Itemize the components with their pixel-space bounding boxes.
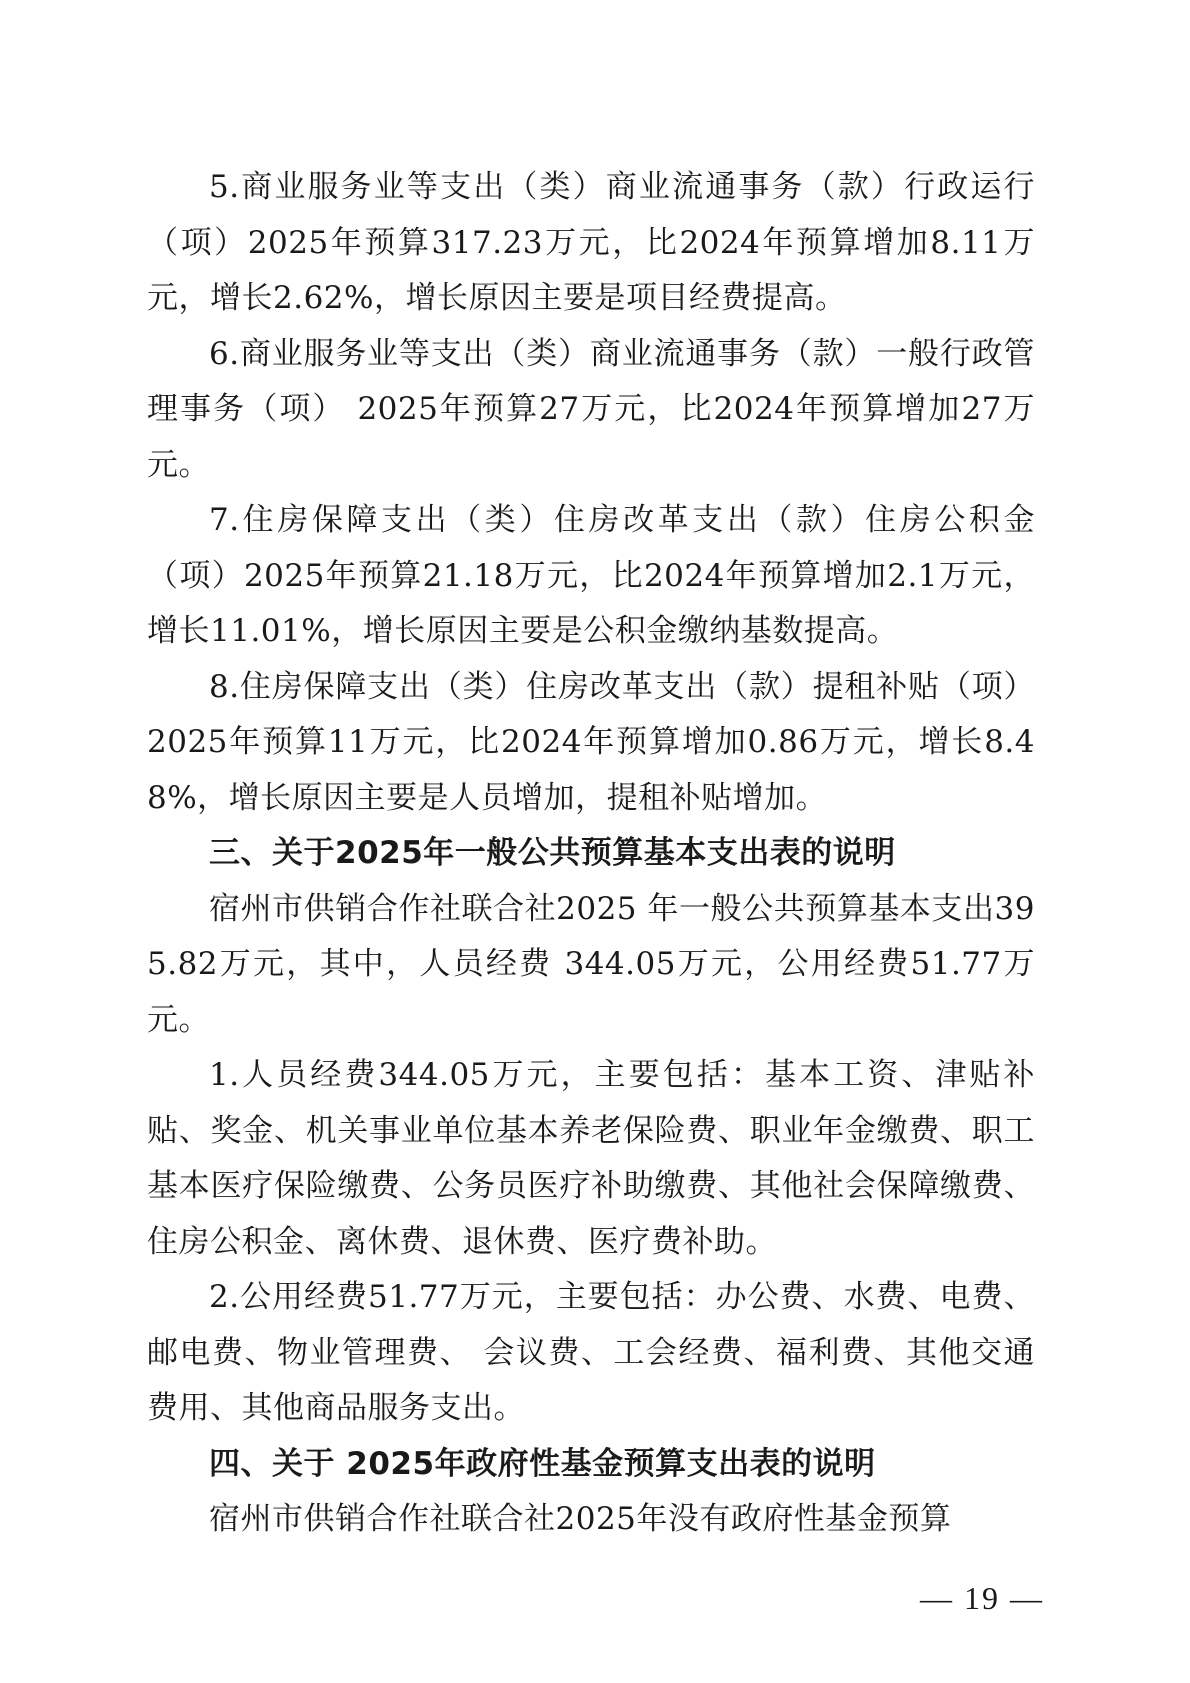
paragraph-item-5: 5.商业服务业等支出（类）商业流通事务（款）行政运行（项）2025年预算317.23万元，比2024年预算增加8.11万元，增长2.62%，增长原因主要是项目经费提高。 — [147, 169, 1035, 316]
section-3-item-2: 2.公用经费51.77万元，主要包括：办公费、水费、电费、邮电费、物业管理费、 会议费、工会经费、福利费、其他交通费用、其他商品服务支出。 — [147, 1279, 1035, 1426]
document-body — [147, 160, 1035, 1548]
section-3-heading: 三、关于2025年一般公共预算基本支出表的说明 — [209, 835, 896, 871]
section-3-intro: 宿州市供销合作社联合社2025 年一般公共预算基本支出395.82万元，其中，人员经费 344.05万元，公用经费51.77万元。 — [147, 890, 1035, 1038]
section-4-heading: 四、关于 2025年政府性基金预算支出表的说明 — [209, 1445, 876, 1482]
paragraph-item-8: 8.住房保障支出（类）住房改革支出（款）提租补贴（项）2025年预算11万元，比2024年预算增加0.86万元，增长8.48%，增长原因主要是人员增加，提租补贴增加。 — [147, 668, 1035, 816]
page-number: — 19 — — [920, 1580, 1044, 1616]
paragraph-item-7: 7.住房保障支出（类）住房改革支出（款）住房公积金（项）2025年预算21.18万元，比2024年预算增加2.1万元，增长11.01%，增长原因主要是公积金缴纳基数提高。 — [147, 502, 1035, 649]
section-4-intro: 宿州市供销合作社联合社2025年没有政府性基金预算 — [209, 1501, 952, 1537]
section-3-item-1: 1.人员经费344.05万元，主要包括：基本工资、津贴补贴、奖金、机关事业单位基本养老保险费、职业年金缴费、职工基本医疗保险缴费、公务员医疗补助缴费、其他社会保障缴费、住房公积金、离休费、退休费、医疗费补助。 — [147, 1057, 1035, 1260]
paragraph-item-6: 6.商业服务业等支出（类）商业流通事务（款）一般行政管理事务（项） 2025年预算27万元，比2024年预算增加27万元。 — [147, 335, 1035, 483]
